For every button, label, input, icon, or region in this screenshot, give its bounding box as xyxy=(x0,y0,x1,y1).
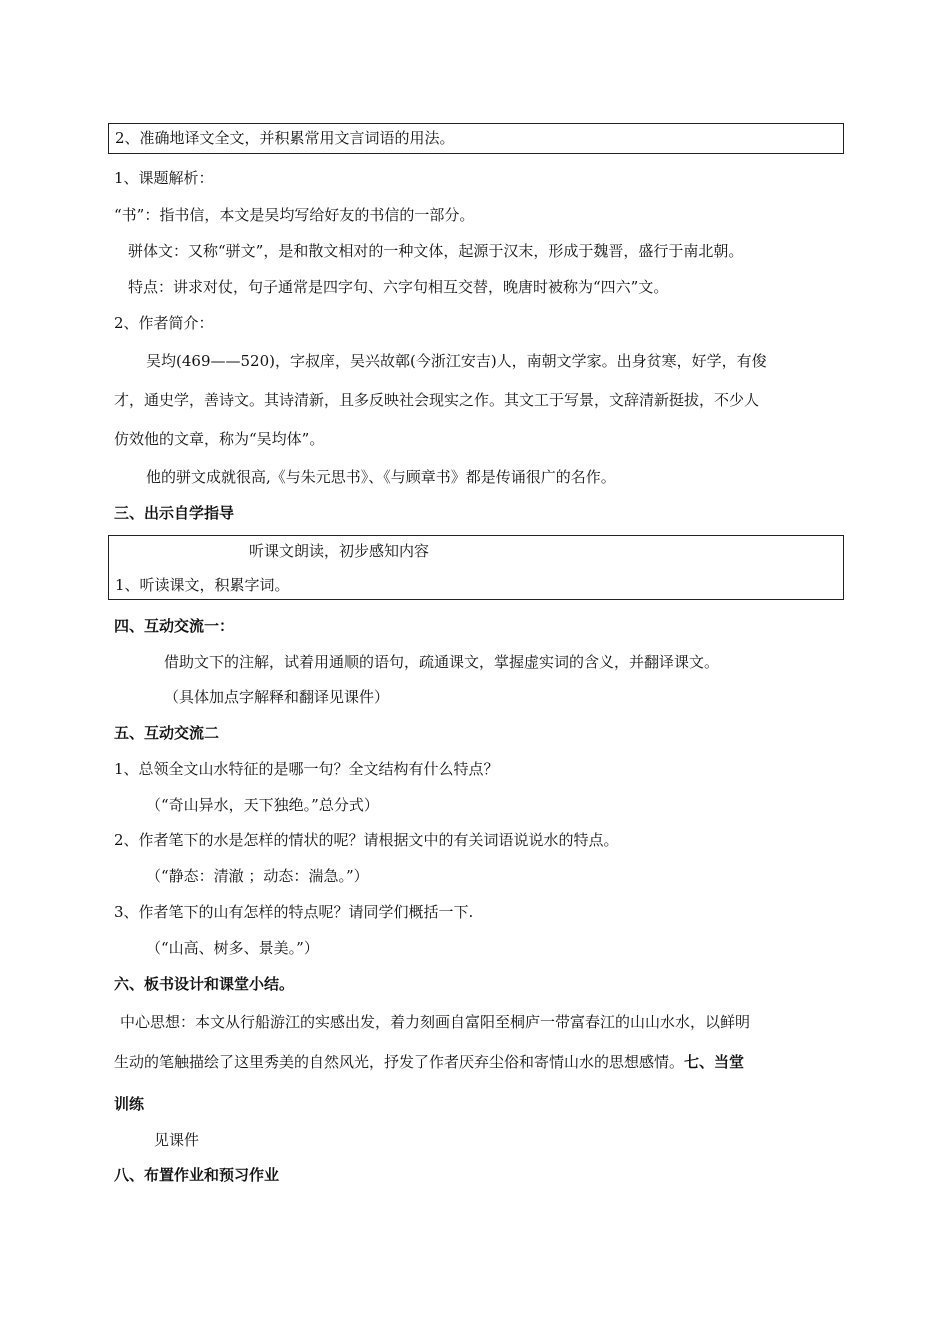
training-content: 见课件 xyxy=(154,1131,200,1149)
question-1: 1、总领全文山水特征的是哪一句？全文结构有什么特点？ xyxy=(114,760,499,778)
heading-7-part-1: 七、当堂 xyxy=(684,1053,745,1071)
objective-line: 2、准确地译文全文，并积累常用文言词语的用法。 xyxy=(115,129,455,147)
interaction-1-note: （具体加点字解释和翻译见课件） xyxy=(164,688,390,706)
author-line-1: 吴均(469——520)，字叔庠，吴兴故鄣(今浙江安吉)人，南朝文学家。出身贫寒，好学，有俊 xyxy=(146,352,767,370)
shu-definition: “书”：指书信，本文是吴均写给好友的书信的一部分。 xyxy=(114,206,475,224)
heading-7-part-2: 训练 xyxy=(114,1095,145,1113)
guidance-item: 1、听读课文，积累字词。 xyxy=(115,576,290,594)
central-idea-line-1: 中心思想：本文从行船游江的实感出发，着力刻画自富阳至桐庐一带富春江的山山水水，以鲜明 xyxy=(120,1013,751,1031)
objective-box xyxy=(108,123,844,154)
answer-3: （“山高、树多、景美。”） xyxy=(146,939,319,957)
answer-2: （“静态：清澈 ；动态：湍急。”） xyxy=(146,867,369,885)
section-2-title: 2、作者简介： xyxy=(114,314,214,332)
question-2: 2、作者笔下的水是怎样的情状的呢？请根据文中的有关词语说说水的特点。 xyxy=(114,831,619,849)
author-line-2: 才，通史学，善诗文。其诗清新，且多反映社会现实之作。其文工于写景，文辞清新挺拔，不少人 xyxy=(114,391,760,409)
heading-3: 三、出示自学指导 xyxy=(114,504,235,522)
central-idea-text: 生动的笔触描绘了这里秀美的自然风光，抒发了作者厌弃尘俗和寄情山水的思想感情。 xyxy=(114,1053,685,1071)
answer-1: （“奇山异水，天下独绝。”总分式） xyxy=(146,796,379,814)
guidance-box xyxy=(108,535,844,600)
heading-6: 六、板书设计和课堂小结。 xyxy=(114,975,295,993)
author-line-3: 仿效他的文章，称为“吴均体”。 xyxy=(114,430,325,448)
section-1-title: 1、课题解析： xyxy=(114,169,214,187)
pianwen-definition: 骈体文：又称“骈文”，是和散文相对的一种文体，起源于汉末，形成于魏晋，盛行于南北朝。 xyxy=(128,242,744,260)
heading-4: 四、互动交流一： xyxy=(114,617,235,635)
author-works: 他的骈文成就很高,《与朱元思书》、《与顾章书》都是传诵很广的名作。 xyxy=(146,468,616,486)
guidance-title: 听课文朗读，初步感知内容 xyxy=(249,542,430,560)
heading-5: 五、互动交流二 xyxy=(114,724,220,742)
question-3: 3、作者笔下的山有怎样的特点呢？请同学们概括一下. xyxy=(114,903,474,921)
pianwen-features: 特点：讲求对仗，句子通常是四字句、六字句相互交替，晚唐时被称为“四六”文。 xyxy=(128,278,669,296)
interaction-1-task: 借助文下的注解，试着用通顺的语句，疏通课文，掌握虚实词的含义，并翻译课文。 xyxy=(164,653,720,671)
heading-8: 八、布置作业和预习作业 xyxy=(114,1166,280,1184)
central-idea-line-2 xyxy=(114,1052,744,1072)
